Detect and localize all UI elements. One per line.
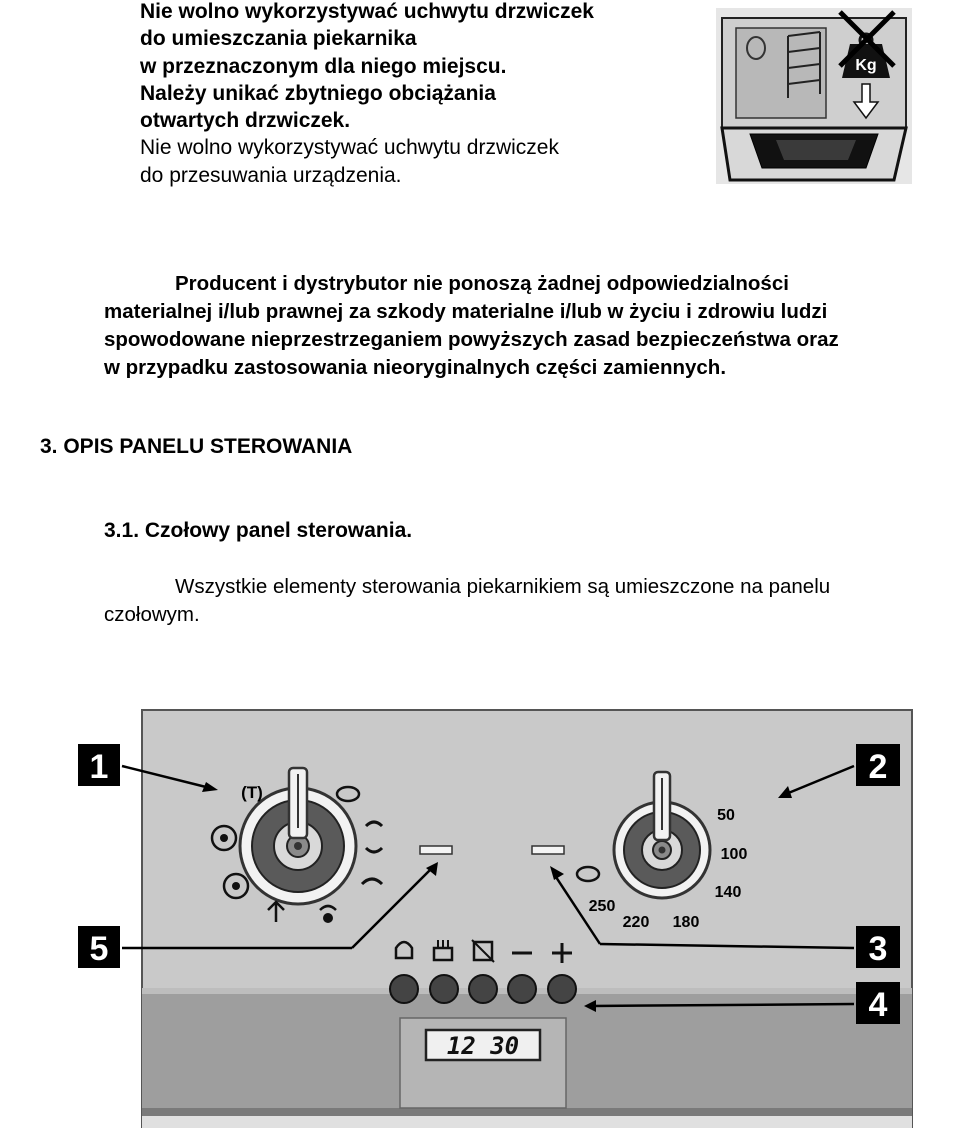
callout-4 — [856, 982, 900, 1024]
intro-paragraph — [104, 573, 960, 629]
timer-button — [390, 975, 418, 1003]
callout-3 — [856, 926, 900, 968]
timer-button — [469, 975, 497, 1003]
temperature-mark: 220 — [622, 914, 650, 931]
temperature-mark: 250 — [588, 898, 616, 915]
svg-text:1: 1 — [89, 748, 109, 786]
warning-line: do przesuwania urządzenia. — [140, 163, 402, 187]
warning-line: w przeznaczonym dla niego miejscu. — [140, 54, 507, 78]
warning-line: Nie wolno wykorzystywać uchwytu drzwiczek — [140, 0, 594, 23]
control-panel-illustration — [70, 688, 930, 1128]
disclaimer-line: spowodowane nieprzestrzeganiem powyższych zasad bezpieczeństwa oraz — [104, 328, 839, 351]
warning-text — [140, 0, 700, 189]
svg-text:2: 2 — [868, 748, 888, 786]
svg-text:4: 4 — [868, 986, 888, 1024]
temperature-mark: 140 — [714, 884, 742, 901]
subsection-heading: 3.1. Czołowy panel sterowania. — [104, 519, 413, 542]
section-heading: 3. OPIS PANELU STEROWANIA — [40, 435, 353, 458]
temperature-mark: 180 — [672, 914, 700, 931]
warning-line: do umieszczania piekarnika — [140, 27, 417, 51]
warning-line: otwartych drzwiczek. — [140, 109, 351, 133]
warning-line: Nie wolno wykorzystywać uchwytu drzwiczek — [140, 136, 559, 160]
svg-text:5: 5 — [89, 930, 109, 968]
oven-door-warning-illustration — [716, 8, 912, 184]
temperature-mark: 100 — [720, 846, 748, 863]
warning-line: Należy unikać zbytniego obciążania — [140, 81, 496, 105]
disclaimer-paragraph — [104, 270, 960, 382]
svg-text:3: 3 — [868, 930, 888, 968]
disclaimer-line: Producent i dystrybutor nie ponoszą żadnej odpowiedzialności — [175, 272, 789, 295]
disclaimer-line: materialnej i/lub prawnej za szkody materialne i/lub w życiu i zdrowiu ludzi — [104, 300, 828, 323]
intro-line: Wszystkie elementy sterowania piekarnikiem są umieszczone na panelu — [175, 575, 831, 598]
function-label: (T) — [241, 783, 263, 802]
indicator-lamp — [532, 846, 564, 854]
indicator-lamp — [420, 846, 452, 854]
callout-2 — [856, 744, 900, 786]
weight-label: Kg — [855, 57, 877, 74]
callout-5 — [78, 926, 120, 968]
disclaimer-line: w przypadku zastosowania nieoryginalnych części zamiennych. — [104, 356, 727, 379]
callout-1 — [78, 744, 120, 786]
timer-button — [430, 975, 458, 1003]
temperature-mark: 50 — [717, 807, 735, 824]
timer-button — [548, 975, 576, 1003]
clock-readout: 12 30 — [446, 1032, 520, 1060]
intro-line: czołowym. — [104, 603, 200, 626]
timer-button — [508, 975, 536, 1003]
